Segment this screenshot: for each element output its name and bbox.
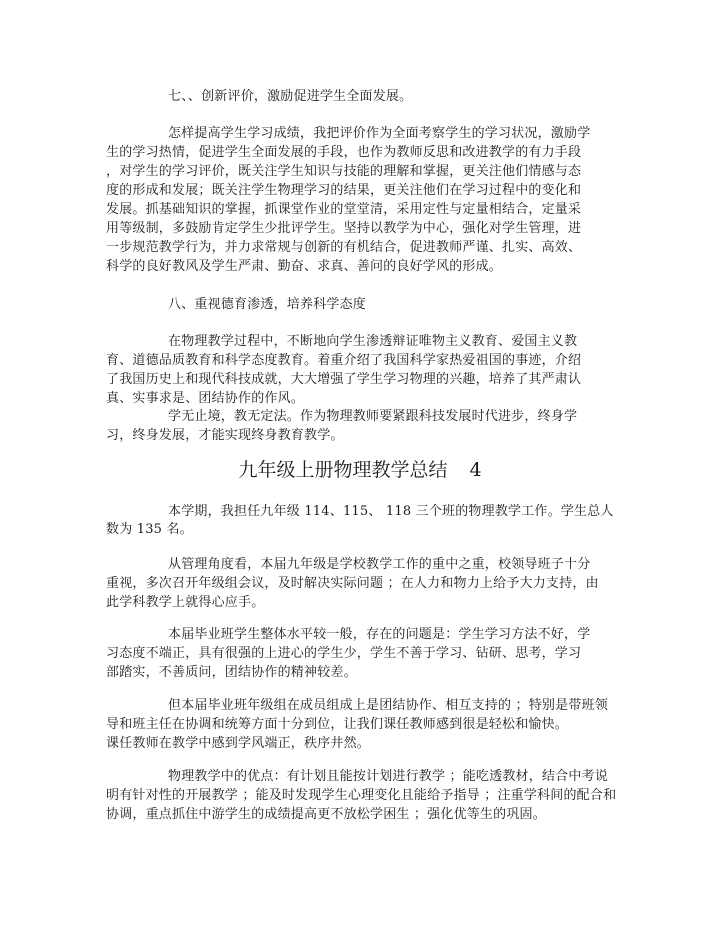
paragraph-line: 数为 135 名。 <box>106 522 193 537</box>
paragraph-line: ，对学生的学习评价，既关注学生知识与技能的理解和掌握，更关注他们情感与态 <box>106 164 582 179</box>
paragraph-line: 协调，重点抓住中游学生的成绩提高更不放松学困生 ；强化优等生的巩固。 <box>106 807 546 822</box>
paragraph-line: 了我国历史上和现代科技成就，大大增强了学生学习物理的兴趣，培养了其严肃认 <box>106 372 582 387</box>
section-title-text: 九年级上册物理教学总结 <box>238 459 448 481</box>
paragraph-line: 科学的良好教风及学生严肃、勤奋、求真、善问的良好学风的形成。 <box>106 259 503 274</box>
paragraph-line: 生的学习热情，促进学生全面发展的手段，也作为教师反思和改进教学的有力手段 <box>106 145 582 160</box>
paragraph-line: 本学期，我担任九年级 114、115、 118 三个班的物理教学工作。学生总人 <box>168 504 614 519</box>
paragraph-line: 物理教学中的优点：有计划且能按计划进行教学 ；能吃透教材，结合中考说 <box>168 769 608 784</box>
paragraph-line: 发展。抓基础知识的掌握，抓课堂作业的堂堂清，采用定性与定量相结合，定量采 <box>106 202 582 217</box>
section-heading-7: 七、、创新评价，激励促进学生全面发展。 <box>168 89 413 104</box>
paragraph-line: 习，终身发展，才能实现终身教育教学。 <box>106 428 344 443</box>
paragraph-line: 本届毕业班学生整体水平较一般，存在的问题是：学生学习方法不好，学 <box>168 627 591 642</box>
paragraph-line: 真、实事求是、团结协作的作风。 <box>106 391 305 406</box>
paragraph-line: 重视，多次召开年级组会议，及时解决实际问题 ；在人力和物力上给予大力支持，由 <box>106 576 599 591</box>
paragraph-line: 育、道德品质教育和科学态度教育。着重介绍了我国科学家热爱祖国的事迹，介绍 <box>106 353 582 368</box>
paragraph-line: 明有针对性的开展教学 ；能及时发现学生心理变化且能给予指导 ；注重学科间的配合和 <box>106 788 617 803</box>
section-title <box>0 458 720 482</box>
section-heading-8: 八、重视德育渗透，培养科学态度 <box>168 297 367 312</box>
paragraph-line: 课任教师在教学中感到学风端正，秩序井然。 <box>106 736 371 751</box>
section-number: 4 <box>469 459 482 481</box>
paragraph-line: 导和班主任在协调和统筹方面十分到位，让我们课任教师感到很是轻松和愉快。 <box>106 717 569 732</box>
paragraph-line: 用等级制，多鼓励肯定学生少批评学生。坚持以教学为中心，强化对学生管理，进 <box>106 221 582 236</box>
paragraph-line: 部踏实，不善质问，团结协作的精神较差。 <box>106 665 357 680</box>
paragraph-line: 但本届毕业班年级组在成员组成上是团结协作、相互支持的 ；特别是带班领 <box>168 698 608 713</box>
paragraph-line: 从管理角度看，本届九年级是学校教学工作的重中之重，校领导班子十分 <box>168 557 591 572</box>
paragraph-line: 此学科教学上就得心应手。 <box>106 595 265 610</box>
paragraph-line: 一步规范教学行为，并力求常规与创新的有机结合，促进教师严谨、扎实、高效、 <box>106 240 582 255</box>
paragraph-line: 怎样提高学生学习成绩，我把评价作为全面考察学生的学习状况，激励学 <box>168 126 591 141</box>
paragraph-line: 学无止境，教无定法。作为物理教师要紧跟科技发展时代进步，终身学 <box>168 409 578 424</box>
paragraph-line: 度的形成和发展；既关注学生物理学习的结果，更关注他们在学习过程中的变化和 <box>106 183 582 198</box>
paragraph-line: 在物理教学过程中，不断地向学生渗透辩证唯物主义教育、爱国主义教 <box>168 334 578 349</box>
paragraph-line: 习态度不端正，具有很强的上进心的学生少，学生不善于学习、钻研、思考，学习 <box>106 646 582 661</box>
